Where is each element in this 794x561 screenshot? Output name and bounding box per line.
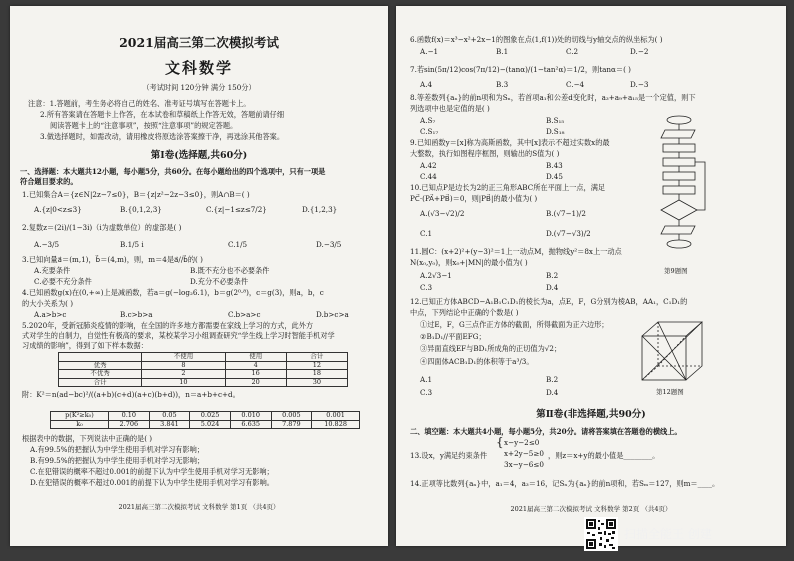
- question-1: 1.已知集合A＝{z∈N|2z−7≤0}，B＝{z|z²−2z−3≤0}，则A∩B＝( ): [22, 190, 250, 199]
- question-11-cont: N(x₀,y₀)，则x₀+|MN|的最小值为( ): [410, 258, 528, 267]
- q12-option-b: B.2: [546, 375, 559, 384]
- q12-statement: ①过E，F，G三点作正方体的截面，所得截面为正六边形；: [420, 320, 609, 329]
- exam-info: （考试时间 120分钟 满分 150分）: [142, 83, 256, 92]
- table-cell: 不优秀: [59, 370, 142, 379]
- table-cell: 4: [225, 361, 286, 370]
- question-11: 11.圆C：(x+2)²+(y−3)²＝1上一动点M，抛物线y²＝8x上一动点: [410, 247, 622, 256]
- constraint-line: x+2y−5≥0: [504, 449, 544, 458]
- q8-option-a: A.S₇: [420, 116, 436, 125]
- table-cell: 0.05: [149, 412, 190, 421]
- question-5-line: 式对学生的自制力，自觉性有极高的要求，某校某学习小组调查研究“学生线上学习时智能手机对学: [22, 331, 335, 340]
- q8-option-b: B.S₁₅: [546, 116, 565, 125]
- table-cell: 优秀: [59, 361, 142, 370]
- question-8-cont: 列选项中也是定值的是( ): [410, 104, 490, 113]
- q1-option-b: B.{0,1,2,3}: [120, 205, 162, 214]
- table-cell: 10.828: [312, 420, 360, 429]
- table-header-cell: 使用: [225, 353, 286, 362]
- q6-option-a: A.−1: [420, 47, 439, 56]
- qr-code-icon: [584, 517, 618, 551]
- note-line: 3.做选择题时，如需改动，请用橡皮将原选涂答案擦干净，再选涂其他答案。: [40, 132, 285, 141]
- q10-option-d: D.(√7−√3)/2: [546, 229, 591, 238]
- fig9-caption: 第9题图: [664, 267, 688, 275]
- q9-option-d: D.45: [546, 172, 563, 181]
- q2-option-b: B.1/5 i: [120, 240, 144, 249]
- q11-option-d: D.4: [546, 283, 559, 292]
- q2-option-d: D.−3/5: [316, 240, 342, 249]
- question-12: 12.已知正方体ABCD−A₁B₁C₁D₁的棱长为a，点E，F，G分别为棱AB，AA₁，C₁D₁的: [410, 297, 688, 306]
- q7-option-a: A.4: [420, 80, 433, 89]
- q12-statement: ②B₁D₁//平面EFG；: [420, 332, 486, 341]
- question-9: 9.已知函数y＝[x]称为高斯函数，其中[x]表示不超过实数x的最: [410, 138, 610, 147]
- note-line: 2.所有答案请在答题卡上作答，在本试卷和草稿纸上作答无效，答题前请仔细: [40, 110, 285, 119]
- question-12-cont: 中点，下列结论中正确的个数是( ): [410, 308, 519, 317]
- question-5-ask: 根据表中的数据，下列说法中正确的是( ): [22, 434, 153, 443]
- question-10-cont: PC⃗·(PA⃗+PB⃗)＝0，则|PB⃗|的最小值为( ): [410, 194, 538, 203]
- q5-option-b: B.有99.5%的把握认为中学生使用手机对学习无影响；: [30, 456, 205, 465]
- q12-statement: ③异面直线EF与BD₁所成角的正切值为√2；: [420, 344, 562, 353]
- flowchart-figure: [651, 114, 711, 264]
- table-row: [59, 378, 348, 387]
- contingency-table: [58, 352, 348, 387]
- question-5-line: 习成绩的影响”，得到了如下样本数据：: [22, 341, 148, 350]
- q3-option-c: C.必要不充分条件: [34, 277, 92, 286]
- constraint-line: x−y−2≤0: [504, 438, 540, 447]
- section1-title: 第Ⅰ卷(选择题,共60分): [150, 150, 248, 161]
- question-4: 4.已知函数g(x)在(0,+∞)上是减函数，若a＝g(−log₂6.1)，b＝g(2⁰·⁸)，c＝g(3)，则a，b，c: [22, 288, 324, 297]
- cube-figure: [632, 314, 712, 386]
- q5-option-a: A.有99.5%的把握认为中学生使用手机对学习有影响；: [30, 445, 205, 454]
- exam-title: 2021届高三第二次模拟考试: [119, 35, 279, 50]
- q7-option-d: D.−3: [630, 80, 649, 89]
- table-cell: 0.010: [230, 412, 271, 421]
- table-cell: p(K²≥k₀): [51, 412, 109, 421]
- q10-option-a: A.(√3−√2)/2: [420, 209, 465, 218]
- critical-value-table: [50, 411, 360, 429]
- left-exam-page: [10, 6, 388, 546]
- q11-option-b: B.2: [546, 271, 559, 280]
- table-header-cell: [59, 353, 142, 362]
- question-14: 14.正项等比数列{aₙ}中，a₁＝4，a₃＝16，记Sₙ为{aₙ}的前n项和，若Sₘ＝127，则m＝____。: [410, 479, 720, 488]
- table-cell: 0.025: [190, 412, 231, 421]
- table-row: [51, 412, 360, 421]
- table-cell: 18: [286, 370, 347, 379]
- right-exam-page: [396, 6, 786, 546]
- q12-option-d: D.4: [546, 388, 559, 397]
- table-cell: 5.024: [190, 420, 231, 429]
- q3-option-b: B.既不充分也不必要条件: [190, 266, 270, 275]
- question-5-line: 5.2020年，受新冠肺炎疫情的影响，在全国的许多地方都需要在家线上学习的方式，此外方: [22, 321, 314, 330]
- constraint-line: 3x−y−6≤0: [504, 460, 544, 469]
- table-cell: 10: [142, 378, 225, 387]
- q8-option-c: C.S₁₇: [420, 127, 439, 136]
- question-3: 3.已知向量a⃗＝(m,1)，b⃗＝(4,m)，则，m＝4是a⃗//b⃗的( ): [22, 255, 203, 264]
- question-10: 10.已知点P是边长为2的正三角形ABC所在平面上一点，满足: [410, 183, 606, 192]
- q6-option-d: D.−2: [630, 47, 649, 56]
- q5-option-c: C.在犯错误的概率不超过0.001的前提下认为中学生使用手机对学习无影响；: [30, 467, 274, 476]
- table-cell: 30: [286, 378, 347, 387]
- note-line: 阅读答题卡上的“注意事项”，按照“注意事项”的规定答题。: [50, 121, 238, 130]
- table-cell: 0.10: [108, 412, 149, 421]
- q11-option-c: C.3: [420, 283, 433, 292]
- q3-option-d: D.充分不必要条件: [190, 277, 249, 286]
- table-cell: 7.879: [271, 420, 312, 429]
- question-4-cont: 的大小关系为( ): [22, 299, 74, 308]
- q9-option-b: B.43: [546, 161, 563, 170]
- scanner-watermark: [584, 517, 794, 557]
- scanner-label: 扫描全能王 创建: [624, 527, 712, 541]
- question-8: 8.等差数列{aₙ}的前n项和为Sₙ，若首项a₁和公差d变化时，a₃+a₉+a₁₅是一个定值，则下: [410, 93, 696, 102]
- q7-option-c: C.−4: [566, 80, 585, 89]
- table-cell: 20: [225, 378, 286, 387]
- question-7: 7.若sin(5π/12)cos(7π/12)−(tanα)/(1−tan²α)＝1/2，则tanα＝( ): [410, 65, 631, 74]
- q7-option-b: B.3: [496, 80, 509, 89]
- table-cell: 合计: [59, 378, 142, 387]
- q4-option-d: D.b>c>a: [316, 310, 349, 319]
- question-6: 6.函数f(x)＝x³−x²+2x−1的图象在点(1,f(1))处的切线与y轴交点的纵坐标为( ): [410, 35, 663, 44]
- note-line: 注意：1.答题前，考生务必将自己的姓名、准考证号填写在答题卡上。: [28, 99, 251, 108]
- q6-option-c: C.2: [566, 47, 579, 56]
- table-cell: 8: [142, 361, 225, 370]
- table-header-cell: 合计: [286, 353, 347, 362]
- table-cell: 0.005: [271, 412, 312, 421]
- q4-option-c: C.b>a>c: [228, 310, 261, 319]
- q12-option-a: A.1: [420, 375, 433, 384]
- table-header-row: [59, 353, 348, 362]
- exam-subject: 文科数学: [164, 59, 233, 77]
- q12-option-c: C.3: [420, 388, 433, 397]
- table-cell: 16: [225, 370, 286, 379]
- q10-option-c: C.1: [420, 229, 433, 238]
- table-cell: 2.706: [108, 420, 149, 429]
- q4-option-b: B.c>b>a: [120, 310, 153, 319]
- section2-title: 第Ⅱ卷(非选择题,共90分): [536, 409, 646, 420]
- q9-option-a: A.42: [420, 161, 437, 170]
- table-row: [59, 370, 348, 379]
- table-cell: 12: [286, 361, 347, 370]
- page-footer: 2021届高三第二次模拟考试 文科数学 第2页 （共4页）: [510, 505, 672, 513]
- q1-option-a: A.{z|0<z≤3}: [34, 205, 82, 214]
- table-cell: 6.635: [230, 420, 271, 429]
- question-13-cont: ，则z＝x+y的最小值是________。: [548, 451, 660, 460]
- table-header-cell: 不使用: [142, 353, 225, 362]
- q1-option-c: C.{z|−1≤z≤7/2}: [206, 205, 267, 214]
- question-13: 13.设x，y满足约束条件: [410, 451, 488, 460]
- q5-option-d: D.在犯错误的概率不超过0.001的前提下认为中学生使用手机对学习有影响。: [30, 478, 274, 487]
- q4-option-a: A.a>b>c: [34, 310, 67, 319]
- q12-statement: ④四面体ACB₁D₁的体积等于a³/3。: [420, 357, 534, 366]
- question-9-cont: 大整数，执行如图程序框图，则输出的S值为( ): [410, 149, 560, 158]
- chi-square-formula: 附：K²＝n(ad−bc)²/((a+b)(c+d)(a+c)(b+d))，n＝a+b+c+d。: [22, 390, 240, 399]
- q8-option-d: D.S₁₈: [546, 127, 565, 136]
- q9-option-c: C.44: [420, 172, 437, 181]
- q2-option-a: A.−3/5: [34, 240, 60, 249]
- instruction-line: 符合题目要求的。: [20, 177, 78, 186]
- question-2: 2.复数z＝(2i)/(1−3i)（i为虚数单位）的虚部是( ): [22, 223, 182, 232]
- q6-option-b: B.1: [496, 47, 509, 56]
- table-cell: 3.841: [149, 420, 190, 429]
- q11-option-a: A.2√3−1: [420, 271, 452, 280]
- brace-glyph: {: [496, 435, 504, 449]
- q1-option-d: D.{1,2,3}: [302, 205, 338, 214]
- fig12-caption: 第12题图: [656, 388, 684, 396]
- fill-instruction: 二、填空题：本大题共4小题，每小题5分，共20分。请将答案填在答题卷的横线上。: [410, 427, 682, 436]
- table-cell: 2: [142, 370, 225, 379]
- instruction-line: 一、选择题：本大题共12小题，每小题5分，共60分。在每小题给出的四个选项中，只有一项是: [20, 167, 326, 176]
- table-cell: k₀: [51, 420, 109, 429]
- q2-option-c: C.1/5: [228, 240, 248, 249]
- table-cell: 0.001: [312, 412, 360, 421]
- table-row: [51, 420, 360, 429]
- q3-option-a: A.充要条件: [34, 266, 71, 275]
- page-footer: 2021届高三第二次模拟考试 文科数学 第1页 （共4页）: [118, 503, 280, 511]
- q10-option-b: B.(√7−1)/2: [546, 209, 586, 218]
